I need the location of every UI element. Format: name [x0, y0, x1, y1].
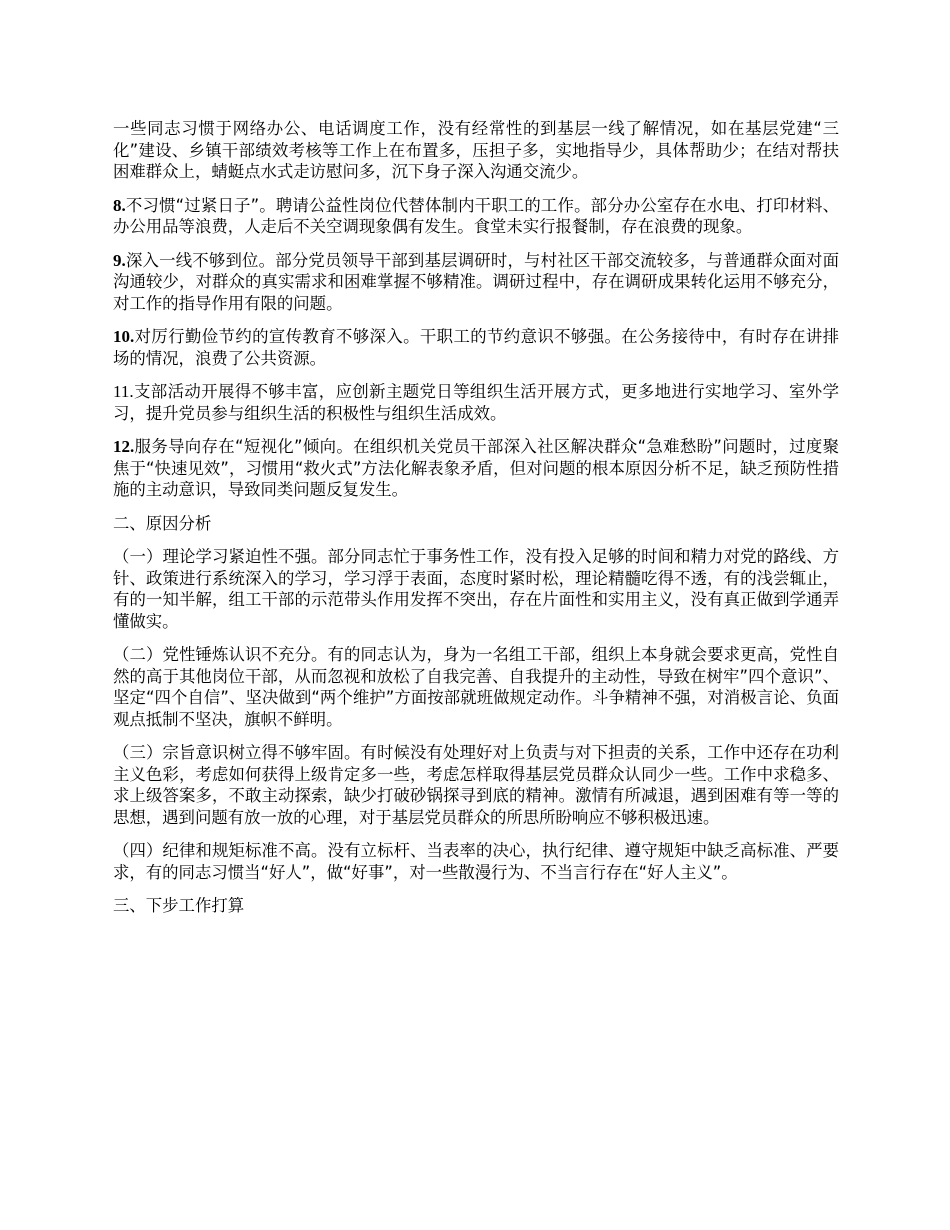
paragraph-item-10	[113, 326, 839, 369]
item-number: 9.	[113, 250, 126, 270]
paragraph-text: 不习惯“过紧日子”。聘请公益性岗位代替体制内干职工的工作。部分办公室存在水电、打印材料、办公用品等浪费，人走后不关空调现象偶有发生。食堂未实行报餐制，存在浪费的现象。	[113, 195, 839, 236]
paragraph-text: 支部活动开展得不够丰富，应创新主题党日等组织生活开展方式，更多地进行实地学习、室外学习，提升党员参与组织生活的积极性与组织生活成效。	[113, 382, 839, 423]
paragraph-reason-1	[113, 546, 839, 632]
paragraph-text: （三）宗旨意识树立得不够牢固。有时候没有处理好对上负责与对下担责的关系，工作中还存在功利主义色彩，考虑如何获得上级肯定多一些，考虑怎样取得基层党员群众认同少一些。工作中求稳多、求上级答案多，不敢主动探索，缺少打破砂锅探寻到底的精神。激情有所减退，遇到困难有等一等的思想，遇到问题有放一放的心理，对于基层党员群众的所思所盼响应不够积极迅速。	[113, 743, 839, 827]
heading-text: 二、原因分析	[113, 513, 212, 533]
heading-text: 三、下步工作打算	[113, 896, 245, 915]
paragraph-text: （四）纪律和规矩标准不高。没有立标杆、当表率的决心，执行纪律、遵守规矩中缺乏高标准、严要求，有的同志习惯当“好人”，做“好事”，对一些散漫行为、不当言行存在“好人主义”。	[113, 841, 839, 882]
paragraph-text: 一些同志习惯于网络办公、电话调度工作，没有经常性的到基层一线了解情况，如在基层党建“三化”建设、乡镇干部绩效考核等工作上在布置多，压担子多，实地指导少，具体帮助少；在结对帮扶困难群众上，蜻蜓点水式走访慰问多，沉下身子深入沟通交流少。	[113, 119, 839, 181]
section-heading-next-steps	[113, 895, 839, 917]
paragraph-reason-4	[113, 840, 839, 883]
item-number: 8.	[113, 195, 126, 215]
paragraph-item-11	[113, 381, 839, 424]
item-number: 10.	[113, 327, 135, 346]
paragraph-item-9	[113, 250, 839, 315]
paragraph-reason-3	[113, 742, 839, 828]
paragraph-item-8	[113, 195, 839, 238]
item-number: 11.	[113, 382, 134, 401]
item-number: 12.	[113, 437, 135, 456]
paragraph-text: （二）党性锤炼认识不充分。有的同志认为，身为一名组工干部，组织上本身就会要求更高，党性自然的高于其他岗位干部，从而忽视和放松了自我完善、自我提升的主动性，导致在树牢”四个意识”、坚定“四个自信”、坚决做到“两个维护”方面按部就班做规定动作。斗争精神不强，对消极言论、负面观点抵制不坚决，旗帜不鲜明。	[113, 645, 839, 729]
paragraph-text: 深入一线不够到位。部分党员领导干部到基层调研时，与村社区干部交流较多，与普通群众面对面沟通较少，对群众的真实需求和困难掌握不够精准。调研过程中，存在调研成果转化运用不够充分，对工作的指导作用有限的问题。	[113, 250, 839, 313]
paragraph-intro-tail	[113, 118, 839, 183]
paragraph-text: （一）理论学习紧迫性不强。部分同志忙于事务性工作，没有投入足够的时间和精力对党的路线、方针、政策进行系统深入的学习，学习浮于表面，态度时紧时松，理论精髓吃得不透，有的浅尝辄止，有的一知半解，组工干部的示范带头作用发挥不突出，存在片面性和实用主义，没有真正做到学通弄懂做实。	[113, 547, 839, 631]
document-body	[113, 118, 839, 929]
paragraph-item-12	[113, 436, 839, 501]
section-heading-cause-analysis	[113, 513, 839, 535]
paragraph-text: 对厉行勤俭节约的宣传教育不够深入。干职工的节约意识不够强。在公务接待中，有时存在讲排场的情况，浪费了公共资源。	[113, 327, 839, 368]
paragraph-text: 服务导向存在“短视化”倾向。在组织机关党员干部深入社区解决群众“急难愁盼”问题时，过度聚焦于“快速见效”，习惯用“救火式”方法化解表象矛盾，但对问题的根本原因分析不足，缺乏预防性措施的主动意识，导致同类问题反复发生。	[113, 437, 839, 499]
paragraph-reason-2	[113, 644, 839, 730]
